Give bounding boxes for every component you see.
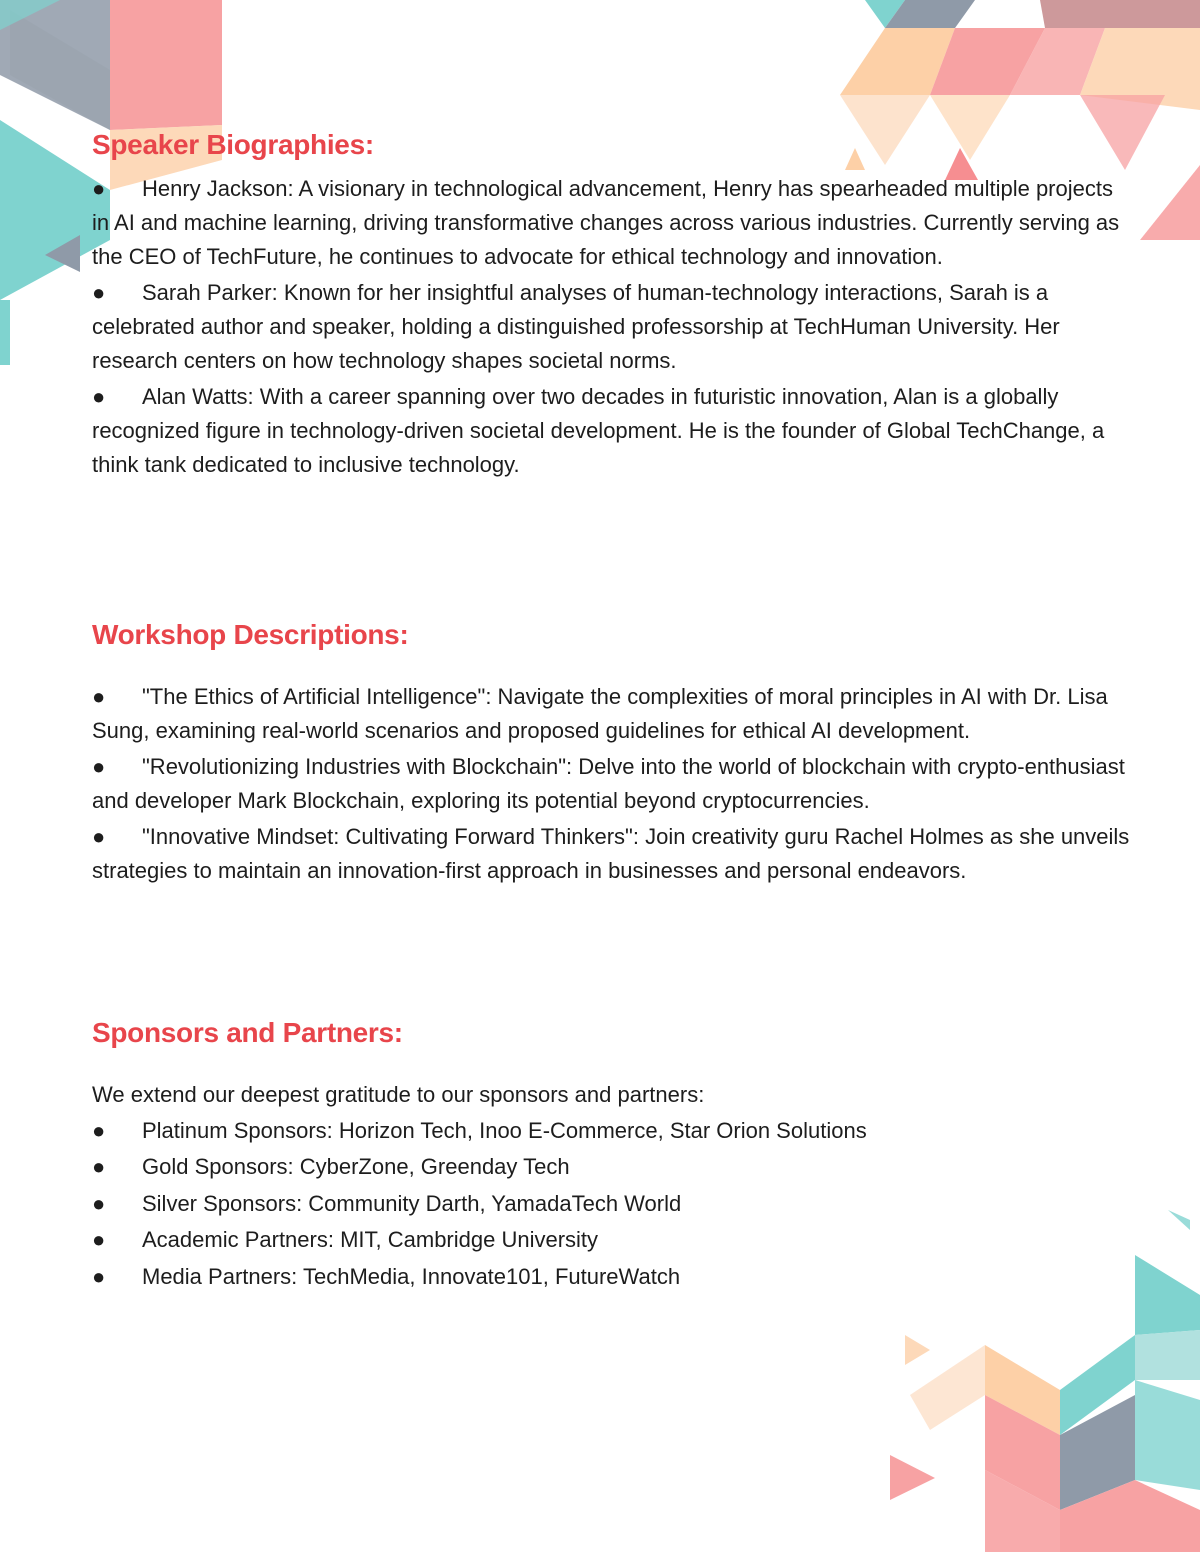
sponsors-partners-section xyxy=(92,1006,1132,1294)
workshop-list xyxy=(92,680,1132,888)
list-item: ● Alan Watts: With a career spanning over two decades in futuristic innovation, Alan is a globally recognized figure in technology-driven societal development. He is the founder of Global TechChange, a think tank dedicated to inclusive technology. xyxy=(92,380,1132,482)
workshop-descriptions-section xyxy=(92,608,1132,888)
speaker-list xyxy=(92,172,1132,482)
list-item: ● "The Ethics of Artificial Intelligence": Navigate the complexities of moral principles in AI with Dr. Lisa Sung, examining real-world scenarios and proposed guidelines for ethical AI development. xyxy=(92,680,1132,748)
bullet-icon: ● xyxy=(92,1118,106,1143)
list-item: ● Silver Sponsors: Community Darth, YamadaTech World xyxy=(92,1187,1132,1221)
document-content xyxy=(92,118,1132,1296)
list-item: ● Academic Partners: MIT, Cambridge University xyxy=(92,1223,1132,1257)
bullet-icon: ● xyxy=(92,1227,106,1253)
bullet-icon: ● xyxy=(92,1154,106,1180)
section-heading: Sponsors and Partners: xyxy=(92,1017,403,1048)
section-heading: Workshop Descriptions: xyxy=(92,619,409,650)
bullet-icon: ● xyxy=(92,754,106,779)
bullet-icon: ● xyxy=(92,176,106,201)
bullet-icon: ● xyxy=(92,1190,106,1216)
bullet-icon: ● xyxy=(92,280,106,305)
sponsor-list xyxy=(92,1114,1132,1294)
section-heading: Speaker Biographies: xyxy=(92,129,374,160)
list-item: ● Sarah Parker: Known for her insightful analyses of human-technology interactions, Sarah is a celebrated author and speaker, holding a distinguished professorship at TechHuman University. Her research centers on how technology shapes societal norms. xyxy=(92,276,1132,378)
bullet-icon: ● xyxy=(92,384,106,409)
bullet-icon: ● xyxy=(92,1263,106,1289)
list-item: ● Media Partners: TechMedia, Innovate101, FutureWatch xyxy=(92,1260,1132,1294)
list-item: ● Gold Sponsors: CyberZone, Greenday Tech xyxy=(92,1150,1132,1184)
bullet-icon: ● xyxy=(92,824,106,849)
list-item: ● "Revolutionizing Industries with Blockchain": Delve into the world of blockchain with crypto-enthusiast and developer Mark Blockchain, exploring its potential beyond cryptocurrencies. xyxy=(92,750,1132,818)
list-item: ● "Innovative Mindset: Cultivating Forward Thinkers": Join creativity guru Rachel Holmes as she unveils strategies to maintain an innovation-first approach in businesses and personal endeavors. xyxy=(92,820,1132,888)
list-item: ● Henry Jackson: A visionary in technological advancement, Henry has spearheaded multiple projects in AI and machine learning, driving transformative changes across various industries. Currently serving as the CEO of TechFuture, he continues to advocate for ethical technology and innovation. xyxy=(92,172,1132,274)
speaker-biographies-section xyxy=(92,118,1132,482)
list-item: ● Platinum Sponsors: Horizon Tech, Inoo E-Commerce, Star Orion Solutions xyxy=(92,1114,1132,1148)
sponsors-intro: We extend our deepest gratitude to our sponsors and partners: xyxy=(92,1082,705,1107)
bullet-icon: ● xyxy=(92,684,106,709)
